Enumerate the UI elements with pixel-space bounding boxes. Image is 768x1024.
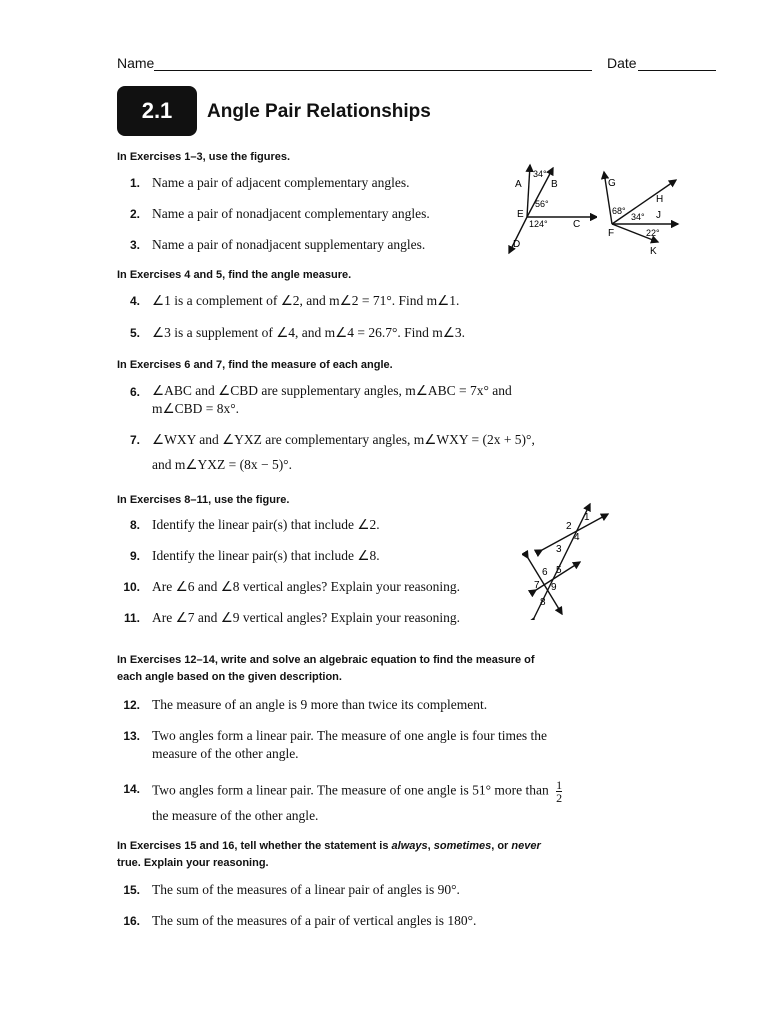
angle-number-label: 8 <box>540 597 546 608</box>
fraction-one-half <box>556 779 562 804</box>
point-label: C <box>573 219 581 230</box>
angle-label: 22° <box>646 228 660 238</box>
point-label: J <box>656 210 661 221</box>
exercise-number: 8. <box>129 518 140 532</box>
exercise-15-text: The sum of the measures of a linear pair of angles is 90°. <box>152 882 460 897</box>
exercise-3-text: Name a pair of nonadjacent supplementary angles. <box>152 237 426 252</box>
instruction-text: , or <box>491 840 512 852</box>
angle-number-label: 1 <box>584 512 590 523</box>
instruction-12-14-line-2: each angle based on the given description. <box>117 671 342 683</box>
date-label: Date <box>607 55 637 71</box>
exercise-1-text: Name a pair of adjacent complementary angles. <box>152 175 410 190</box>
point-label: E <box>517 209 524 220</box>
instruction-1-3: In Exercises 1–3, use the figures. <box>117 151 291 163</box>
instruction-8-11: In Exercises 8–11, use the figure. <box>117 494 290 506</box>
exercise-8-text: Identify the linear pair(s) that include ∠2. <box>152 517 380 532</box>
page-title: Angle Pair Relationships <box>207 101 431 122</box>
ray-EA <box>527 165 530 217</box>
fraction-numerator: 1 <box>556 778 563 792</box>
exercise-6-line-2: m∠CBD = 8x°. <box>152 401 239 416</box>
angle-number-label: 3 <box>556 544 562 555</box>
exercise-number: 7. <box>129 433 140 447</box>
point-label: G <box>608 178 616 189</box>
instruction-6-7: In Exercises 6 and 7, find the measure of each angle. <box>117 359 393 371</box>
exercise-14-line-1 <box>152 779 562 804</box>
exercise-9-text: Identify the linear pair(s) that include ∠8. <box>152 548 380 563</box>
point-label: D <box>513 239 521 250</box>
exercise-5-text: ∠3 is a supplement of ∠4, and m∠4 = 26.7°. Find m∠3. <box>152 325 466 340</box>
angle-label: 34° <box>533 169 547 179</box>
exercise-number: 11. <box>123 611 140 625</box>
exercise-16-text: The sum of the measures of a pair of vertical angles is 180°. <box>152 913 477 928</box>
angle-number-label: 7 <box>534 580 540 591</box>
angle-label: 124° <box>529 219 548 229</box>
exercise-number: 2. <box>129 207 140 221</box>
exercise-6-line-1: ∠ABC and ∠CBD are supplementary angles, m∠ABC = 7x° and <box>152 383 512 398</box>
date-field-line[interactable] <box>638 70 716 71</box>
instruction-4-5: In Exercises 4 and 5, find the angle measure. <box>117 269 352 281</box>
exercise-number: 12. <box>123 698 140 712</box>
angle-label: 34° <box>631 212 645 222</box>
angle-number-label: 5 <box>556 565 562 576</box>
figure-3-intersecting-lines <box>522 502 614 620</box>
exercise-12-text: The measure of an angle is 9 more than twice its complement. <box>152 697 488 712</box>
exercise-13-line-1: Two angles form a linear pair. The measure of one angle is four times the <box>152 728 548 743</box>
name-field-line[interactable] <box>154 70 592 71</box>
point-label: K <box>650 246 657 257</box>
exercise-7-line-2: and m∠YXZ = (8x − 5)°. <box>152 457 292 472</box>
instruction-emphasis-never: never <box>511 840 541 852</box>
exercise-number: 6. <box>129 385 140 399</box>
angle-number-label: 4 <box>574 532 580 543</box>
exercise-number: 4. <box>129 294 140 308</box>
exercise-number: 9. <box>129 549 140 563</box>
figure-2-angles-at-F <box>598 168 680 258</box>
exercise-number: 14. <box>123 782 140 796</box>
exercise-number: 3. <box>129 238 140 252</box>
instruction-emphasis-always: always <box>391 840 428 852</box>
exercise-11-text: Are ∠7 and ∠9 vertical angles? Explain your reasoning. <box>152 610 460 625</box>
exercise-4-text: ∠1 is a complement of ∠2, and m∠2 = 71°. Find m∠1. <box>152 293 460 308</box>
angle-number-label: 6 <box>542 567 548 578</box>
point-label: H <box>656 194 664 205</box>
point-label: F <box>608 228 615 239</box>
section-badge: 2.1 <box>117 86 197 136</box>
instruction-15-16-line-2: true. Explain your reasoning. <box>117 857 269 869</box>
exercise-number: 10. <box>123 580 140 594</box>
exercise-number: 16. <box>123 914 140 928</box>
exercise-2-text: Name a pair of nonadjacent complementary angles. <box>152 206 430 221</box>
fraction-denominator: 2 <box>556 791 563 805</box>
angle-label: 68° <box>612 206 626 216</box>
exercise-14-text: Two angles form a linear pair. The measure of one angle is 51° more than <box>152 782 549 798</box>
name-label: Name <box>117 55 155 71</box>
exercise-number: 13. <box>123 729 140 743</box>
exercise-13-line-2: measure of the other angle. <box>152 746 299 761</box>
figure-1-angles-at-E <box>497 163 597 258</box>
instruction-12-14-line-1: In Exercises 12–14, write and solve an algebraic equation to find the measure of <box>117 654 535 666</box>
exercise-7-line-1: ∠WXY and ∠YXZ are complementary angles, m∠WXY = (2x + 5)°, <box>152 432 535 447</box>
point-label: B <box>551 179 558 190</box>
exercise-14-line-2: the measure of the other angle. <box>152 808 319 823</box>
instruction-15-16-line-1 <box>117 838 541 855</box>
exercise-number: 1. <box>129 176 140 190</box>
exercise-number: 15. <box>123 883 140 897</box>
instruction-emphasis-sometimes: sometimes <box>433 840 492 852</box>
exercise-10-text: Are ∠6 and ∠8 vertical angles? Explain your reasoning. <box>152 579 460 594</box>
instruction-text: , <box>427 840 434 852</box>
angle-number-label: 2 <box>566 521 572 532</box>
exercise-number: 5. <box>129 326 140 340</box>
instruction-text: In Exercises 15 and 16, tell whether the statement is <box>117 840 392 852</box>
angle-label: 56° <box>535 199 549 209</box>
angle-number-label: 9 <box>551 582 557 593</box>
point-label: A <box>515 179 522 190</box>
